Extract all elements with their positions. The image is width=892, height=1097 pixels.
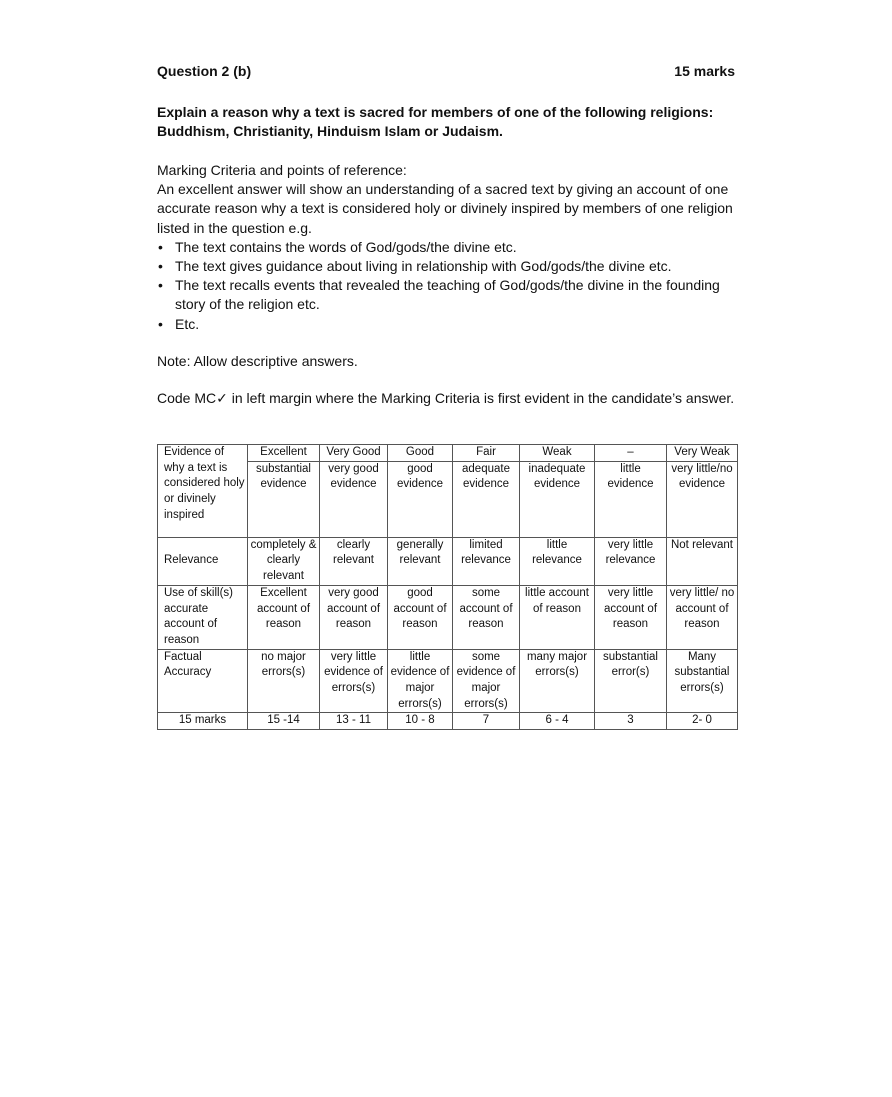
rubric-cell: some evidence of major errors(s) — [453, 649, 520, 713]
rubric-cell: very little evidence of errors(s) — [320, 649, 388, 713]
note-text: Note: Allow descriptive answers. — [157, 352, 358, 369]
rubric-row-label: 15 marks — [158, 713, 248, 730]
rubric-cell: adequate evidence — [453, 461, 520, 537]
rubric-cell: little evidence — [595, 461, 667, 537]
rubric-row-skills — [158, 585, 738, 649]
question-number: Question 2 (b) — [157, 63, 252, 79]
rubric-grade-very-weak: Very Weak — [667, 445, 738, 462]
rubric-cell: little account of reason — [520, 585, 595, 649]
rubric-row-accuracy — [158, 649, 738, 713]
rubric-cell: substantial error(s) — [595, 649, 667, 713]
rubric-cell: little relevance — [520, 537, 595, 585]
rubric-cell: completely & clearly relevant — [248, 537, 320, 585]
rubric-marks-band: 6 - 4 — [520, 713, 595, 730]
rubric-marks-band: 3 — [595, 713, 667, 730]
rubric-marks-band: 13 - 11 — [320, 713, 388, 730]
rubric-cell: Many substantial errors(s) — [667, 649, 738, 713]
question-header — [157, 62, 735, 81]
rubric-cell: clearly relevant — [320, 537, 388, 585]
reference-point: • The text contains the words of God/gods/the divine etc. — [175, 238, 735, 257]
rubric-cell: good evidence — [388, 461, 453, 537]
question-marks: 15 marks — [674, 63, 735, 79]
rubric-row-label: Relevance — [158, 537, 248, 585]
rubric-marks-band: 10 - 8 — [388, 713, 453, 730]
marking-rubric-table — [157, 444, 738, 730]
rubric-cell: very good account of reason — [320, 585, 388, 649]
rubric-cell: very good evidence — [320, 461, 388, 537]
rubric-cell: inadequate evidence — [520, 461, 595, 537]
rubric-grade-dash: – — [595, 445, 667, 462]
rubric-grade-weak: Weak — [520, 445, 595, 462]
rubric-marks-band: 7 — [453, 713, 520, 730]
rubric-grade-good: Good — [388, 445, 453, 462]
rubric-marks-band: 15 -14 — [248, 713, 320, 730]
rubric-row-label: Factual Accuracy — [158, 649, 248, 713]
rubric-cell: good account of reason — [388, 585, 453, 649]
rubric-row-label: Evidence of why a text is considered holy or divinely inspired — [158, 445, 248, 538]
question-prompt: Explain a reason why a text is sacred for members of one of the following religions: Buddhism, Christianity, Hinduism Islam or Judaism. — [157, 104, 714, 139]
rubric-row-evidence — [158, 445, 738, 462]
code-instruction: Code MC✓ in left margin where the Marking Criteria is first evident in the candidate’s answer. — [157, 390, 735, 407]
reference-point: • The text gives guidance about living in relationship with God/gods/the divine etc. — [175, 257, 735, 276]
rubric-grade-fair: Fair — [453, 445, 520, 462]
rubric-cell: Not relevant — [667, 537, 738, 585]
rubric-cell: many major errors(s) — [520, 649, 595, 713]
rubric-cell: generally relevant — [388, 537, 453, 585]
rubric-cell: limited relevance — [453, 537, 520, 585]
marking-criteria-intro: An excellent answer will show an understanding of a sacred text by giving an account of one accurate reason why a text is considered holy or divinely inspired by members of one religion listed in the question e.g. — [157, 181, 733, 236]
rubric-marks-band: 2- 0 — [667, 713, 738, 730]
rubric-cell: very little/ no account of reason — [667, 585, 738, 649]
rubric-cell: no major errors(s) — [248, 649, 320, 713]
rubric-cell: very little account of reason — [595, 585, 667, 649]
reference-points-list — [157, 238, 735, 334]
rubric-grade-excellent: Excellent — [248, 445, 320, 462]
rubric-row-marks — [158, 713, 738, 730]
rubric-cell: little evidence of major errors(s) — [388, 649, 453, 713]
rubric-cell: very little relevance — [595, 537, 667, 585]
reference-point: • Etc. — [175, 315, 735, 334]
rubric-row-label: Use of skill(s) accurate account of reason — [158, 585, 248, 649]
rubric-cell: very little/no evidence — [667, 461, 738, 537]
rubric-row-relevance — [158, 537, 738, 585]
rubric-cell: Excellent account of reason — [248, 585, 320, 649]
rubric-cell: some account of reason — [453, 585, 520, 649]
rubric-grade-very-good: Very Good — [320, 445, 388, 462]
document-body — [157, 62, 735, 408]
marking-criteria-title: Marking Criteria and points of reference: — [157, 162, 407, 178]
reference-point: • The text recalls events that revealed the teaching of God/gods/the divine in the founding story of the religion etc. — [175, 276, 735, 314]
rubric-cell: substantial evidence — [248, 461, 320, 537]
